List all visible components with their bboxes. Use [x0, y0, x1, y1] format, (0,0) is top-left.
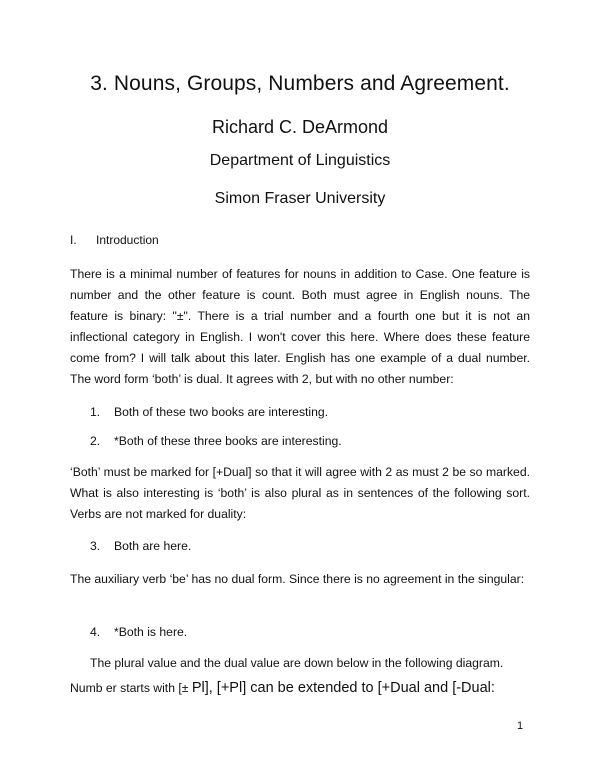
example-number: 3. [90, 539, 101, 553]
university: Simon Fraser University [214, 190, 386, 207]
number-extension-text: Pl], [+Pl] can be extended to [+Dual and [-Dual: [191, 680, 495, 696]
number-start-text: Numb er starts with [± [70, 681, 192, 695]
example-item [90, 434, 342, 448]
paragraph-diagram-intro: The plural value and the dual value are down below in the following diagram. [90, 656, 504, 670]
section-number: I. [70, 233, 77, 247]
page-number: 1 [517, 720, 524, 732]
paragraph-number-features [70, 680, 495, 696]
example-item [90, 539, 191, 553]
example-item [90, 405, 328, 419]
example-number: 1. [90, 405, 101, 419]
example-text: Both of these two books are interesting. [114, 405, 329, 419]
example-item [90, 625, 187, 639]
author-name: Richard C. DeArmond [211, 117, 389, 137]
paragraph-both-dual: ‘Both’ must be marked for [+Dual] so that it will agree with 2 as must 2 be so marked. What is also interesting is ‘both’ is also plural as in sentences of the following sort. Verbs are not marked for duality: [70, 465, 530, 521]
example-number: 2. [90, 434, 101, 448]
section-title: Introduction [96, 233, 159, 247]
example-text: *Both is here. [114, 625, 188, 639]
example-text: *Both of these three books are interesting. [114, 434, 342, 448]
example-number: 4. [90, 625, 101, 639]
example-text: Both are here. [114, 539, 192, 553]
paragraph-intro: There is a minimal number of features for nouns in addition to Case. One feature is number and the other feature is count. Both must agree in English nouns. The feature is binary: "±". There is a trial number and a fourth one but it is not an inflectional category in English. I won't cover this here. Where does these feature come from? I will talk about this later. English has one example of a dual number. The word form ‘both’ is dual. It agrees with 2, but with no other number: [70, 267, 530, 386]
paper-title: 3. Nouns, Groups, Numbers and Agreement. [90, 72, 510, 95]
section-heading [70, 233, 159, 247]
paragraph-auxiliary: The auxiliary verb ‘be’ has no dual form. Since there is no agreement in the singular: [70, 572, 525, 586]
department: Department of Linguistics [209, 152, 391, 169]
